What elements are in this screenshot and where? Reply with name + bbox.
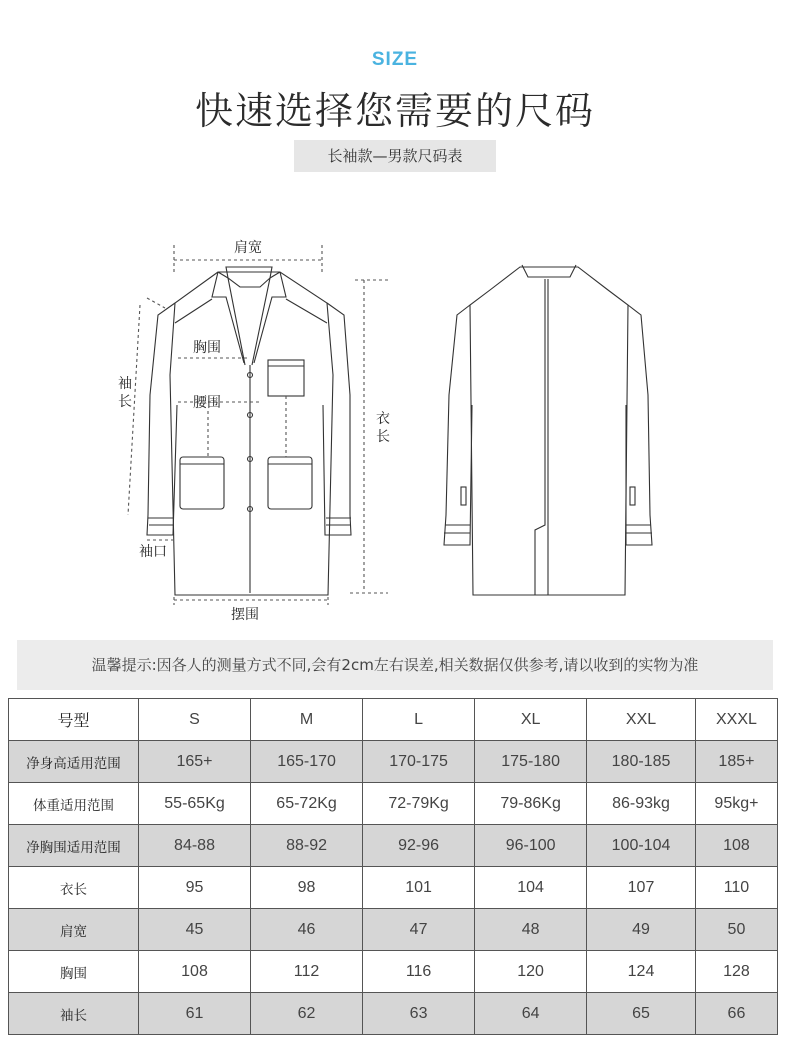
table-cell: 180-185: [587, 741, 696, 783]
table-cell: 100-104: [587, 825, 696, 867]
table-cell: 95: [139, 867, 251, 909]
table-cell: 98: [251, 867, 363, 909]
table-cell: 120: [475, 951, 587, 993]
size-header: S: [139, 699, 251, 741]
label-sleeve-2: 长: [118, 394, 132, 410]
table-cell: 95kg+: [695, 783, 777, 825]
table-cell: 175-180: [475, 741, 587, 783]
table-cell: 165-170: [251, 741, 363, 783]
table-cell: 108: [139, 951, 251, 993]
label-cuff: 袖口: [139, 544, 167, 560]
size-header: XXL: [587, 699, 696, 741]
table-row: [9, 951, 778, 993]
size-header: XL: [475, 699, 587, 741]
table-cell: 46: [251, 909, 363, 951]
garment-diagram: [0, 225, 790, 635]
page-title: 快速选择您需要的尺码: [194, 89, 595, 133]
table-row: [9, 993, 778, 1035]
size-tag: SIZE: [371, 49, 419, 70]
table-cell: 55-65Kg: [139, 783, 251, 825]
table-cell: 104: [475, 867, 587, 909]
label-shoulder: 肩宽: [234, 240, 262, 256]
table-cell: 107: [587, 867, 696, 909]
label-waist: 腰围: [193, 395, 221, 411]
table-cell: 112: [251, 951, 363, 993]
table-cell: 84-88: [139, 825, 251, 867]
table-row: [9, 909, 778, 951]
table-cell: 50: [695, 909, 777, 951]
size-header: M: [251, 699, 363, 741]
size-table: [8, 698, 778, 1035]
row-label: 肩宽: [9, 909, 139, 951]
table-cell: 96-100: [475, 825, 587, 867]
table-cell: 170-175: [363, 741, 475, 783]
table-cell: 185+: [695, 741, 777, 783]
table-cell: 66: [695, 993, 777, 1035]
table-cell: 101: [363, 867, 475, 909]
row-label: 净身高适用范围: [9, 741, 139, 783]
table-cell: 65: [587, 993, 696, 1035]
size-header: XXXL: [695, 699, 777, 741]
row-label: 体重适用范围: [9, 783, 139, 825]
table-cell: 88-92: [251, 825, 363, 867]
label-length-1: 衣: [376, 411, 390, 427]
table-cell: 128: [695, 951, 777, 993]
notice-banner: 温馨提示:因各人的测量方式不同,会有2cm左右误差,相关数据仅供参考,请以收到的实物为准: [17, 640, 773, 690]
row-label: 袖长: [9, 993, 139, 1035]
size-header: L: [363, 699, 475, 741]
label-chest: 胸围: [193, 340, 221, 356]
table-row: [9, 741, 778, 783]
label-length-2: 长: [376, 429, 390, 445]
table-cell: 79-86Kg: [475, 783, 587, 825]
row-label: 胸围: [9, 951, 139, 993]
row-label: 净胸围适用范围: [9, 825, 139, 867]
table-cell: 86-93kg: [587, 783, 696, 825]
table-cell: 45: [139, 909, 251, 951]
front-coat-drawing: [147, 267, 351, 595]
table-cell: 108: [695, 825, 777, 867]
table-cell: 165+: [139, 741, 251, 783]
table-cell: 63: [363, 993, 475, 1035]
table-row: [9, 783, 778, 825]
back-coat-drawing: [444, 265, 652, 595]
table-row: [9, 867, 778, 909]
table-cell: 48: [475, 909, 587, 951]
table-cell: 124: [587, 951, 696, 993]
row-label: 衣长: [9, 867, 139, 909]
table-cell: 65-72Kg: [251, 783, 363, 825]
table-header-row: [9, 699, 778, 741]
label-sleeve-1: 袖: [118, 376, 132, 392]
header-label: 号型: [9, 699, 139, 741]
table-cell: 49: [587, 909, 696, 951]
table-cell: 110: [695, 867, 777, 909]
table-row: [9, 825, 778, 867]
table-cell: 47: [363, 909, 475, 951]
table-cell: 116: [363, 951, 475, 993]
label-hem: 摆围: [231, 607, 259, 623]
table-cell: 64: [475, 993, 587, 1035]
table-cell: 61: [139, 993, 251, 1035]
subtitle-badge: 长袖款—男款尺码表: [294, 140, 496, 172]
table-cell: 72-79Kg: [363, 783, 475, 825]
table-cell: 62: [251, 993, 363, 1035]
table-cell: 92-96: [363, 825, 475, 867]
